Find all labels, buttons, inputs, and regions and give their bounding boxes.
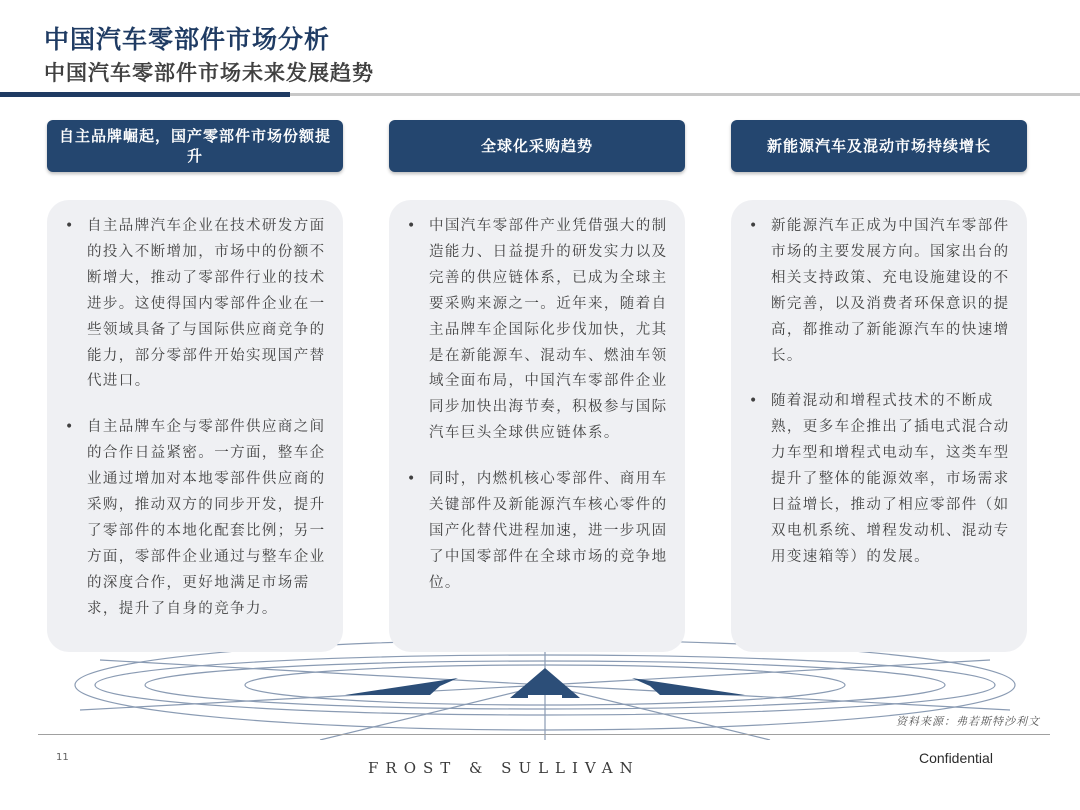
page-title: 中国汽车零部件市场分析 [44, 25, 331, 54]
column-2-heading: 全球化采购趋势 [389, 120, 685, 172]
page-subtitle: 中国汽车零部件市场未来发展趋势 [44, 61, 374, 85]
column-3-panel [731, 200, 1027, 652]
bullet-item: • 随着混动和增程式技术的不断成熟，更多车企推出了插电式混合动力车型和增程式电动车，这类车型提升了整体的能源效率，市场需求日益增长，推动了相应零部件（如双电机系统、增程发动机、混动专用变速箱等）的发展。 [747, 389, 1011, 570]
column-1-bullets [63, 214, 327, 623]
column-3-bullets [747, 214, 1011, 571]
column-1-panel [47, 200, 343, 652]
column-1-heading: 自主品牌崛起，国产零部件市场份额提升 [47, 120, 343, 172]
bullet-item: • 新能源汽车正成为中国汽车零部件市场的主要发展方向。国家出台的相关支持政策、充电设施建设的不断完善，以及消费者环保意识的提高，都推动了新能源汽车的快速增长。 [747, 214, 1011, 369]
column-3-heading: 新能源汽车及混动市场持续增长 [731, 120, 1027, 172]
bullet-item: • 中国汽车零部件产业凭借强大的制造能力、日益提升的研发实力以及完善的供应链体系，已成为全球主要采购来源之一。近年来，随着自主品牌车企国际化步伐加快，尤其是在新能源车、混动车、燃油车领域全面布局，中国汽车零部件企业同步加快出海节奏，积极参与国际汽车巨头全球供应链体系。 [405, 214, 669, 447]
confidential-label: Confidential [919, 750, 993, 766]
brand-logo: FROST & SULLIVAN [368, 759, 640, 777]
bullet-item: • 同时，内燃机核心零部件、商用车关键部件及新能源汽车核心零件的国产化替代进程加速，进一步巩固了中国零部件在全球市场的竞争地位。 [405, 467, 669, 597]
column-2-bullets [405, 214, 669, 597]
bullet-item: • 自主品牌汽车企业在技术研发方面的投入不断增加，市场中的份额不断增大，推动了零部件行业的技术进步。这使得国内零部件企业在一些领域具备了与国际供应商竞争的能力，部分零部件开始实现国产替代进口。 [63, 214, 327, 395]
page-number: 11 [56, 752, 69, 763]
column-2-panel [389, 200, 685, 652]
source-note: 资料来源：弗若斯特沙利文 [896, 715, 1040, 728]
footer-rule [38, 734, 1050, 735]
bullet-item: • 自主品牌车企与零部件供应商之间的合作日益紧密。一方面，整车企业通过增加对本地零部件供应商的采购，推动双方的同步开发，提升了零部件的本地化配套比例；另一方面，零部件企业通过与整车企业的深度合作，更好地满足市场需求，提升了自身的竞争力。 [63, 415, 327, 622]
title-rule-accent [0, 92, 290, 97]
title-rule [290, 93, 1080, 96]
